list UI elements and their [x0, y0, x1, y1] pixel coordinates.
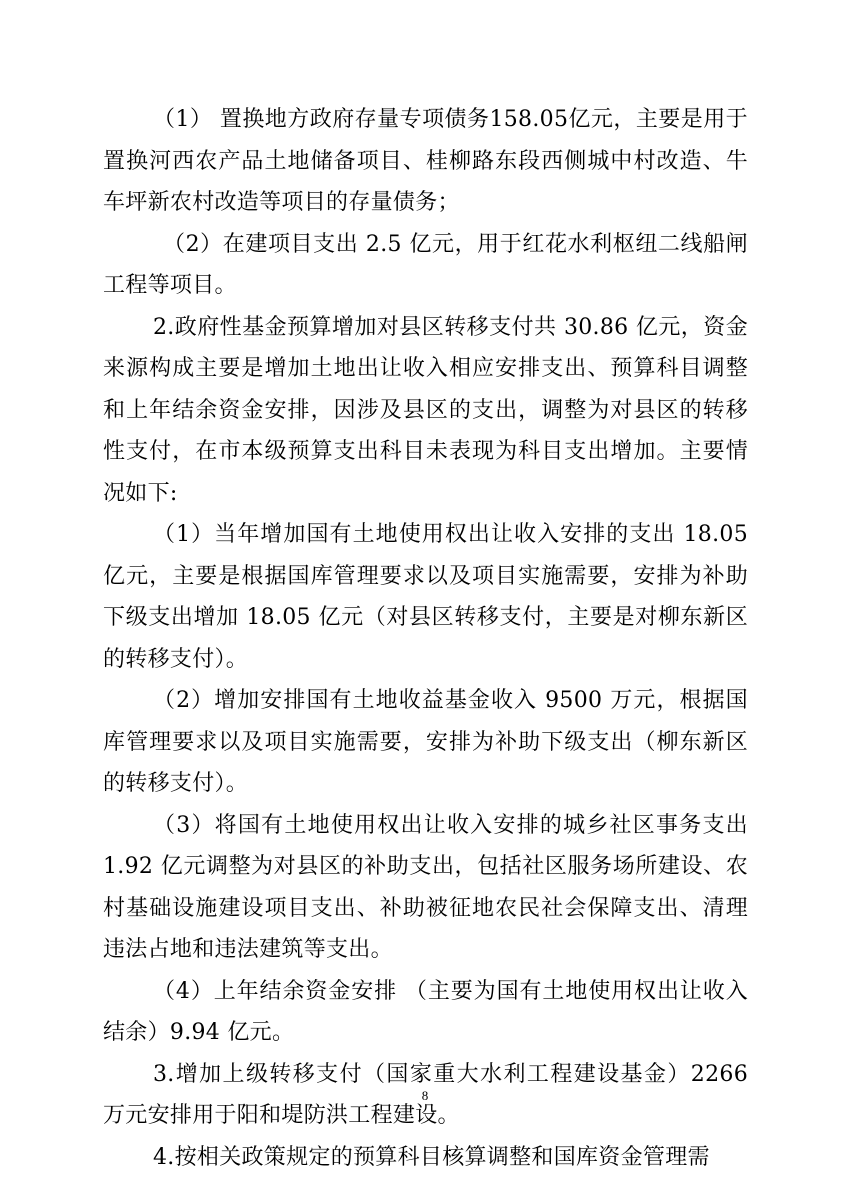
paragraph-section-3-upper-transfer: 3.增加上级转移支付（国家重大水利工程建设基金）2266 万元安排用于阳和堤防洪工程建设。 [103, 1061, 748, 1128]
body-text [103, 99, 748, 1178]
paragraph-item-4-prior-year-balance: （4）上年结余资金安排 （主要为国有土地使用权出让收入结余）9.94 亿元。 [103, 978, 748, 1045]
paragraph-item-2-land-revenue-fund: （2）增加安排国有土地收益基金收入 9500 万元，根据国库管理要求以及项目实施需要，安排为补助下级支出（柳东新区的转移支付）。 [103, 688, 748, 796]
paragraph-item-3-community-affairs: （3）将国有土地使用权出让收入安排的城乡社区事务支出 1.92 亿元调整为对县区的补助支出，包括社区服务场所建设、农村基础设施建设项目支出、补助被征地农民社会保障支出、清理违法占地和违法建筑等支出。 [103, 812, 748, 962]
paragraph-section-4-budget-adjustment: 4.按相关政策规定的预算科目核算调整和国库资金管理需 [153, 1144, 710, 1170]
paragraph-section-2-fund-budget: 2.政府性基金预算增加对县区转移支付共 30.86 亿元，资金来源构成主要是增加土地出让收入相应安排支出、预算科目调整和上年结余资金安排，因涉及县区的支出，调整为对县区的转移性支付，在市本级预算支出科目未表现为科目支出增加。主要情况如下: [103, 314, 748, 506]
paragraph-item-1-land-transfer-income: （1）当年增加国有土地使用权出让收入安排的支出 18.05 亿元，主要是根据国库管理要求以及项目实施需要，安排为补助下级支出增加 18.05 亿元（对县区转移支付，主要是对柳东新区的转移支付）。 [103, 522, 748, 672]
paragraph-item-1-debt-replacement: （1） 置换地方政府存量专项债务158.05亿元，主要是用于置换河西农产品土地储备项目、桂柳路东段西侧城中村改造、牛车坪新农村改造等项目的存量债务； [103, 107, 748, 215]
page-number: 8 [421, 1088, 429, 1103]
paragraph-item-2-construction-projects: （2）在建项目支出 2.5 亿元，用于红花水利枢纽二线船闸工程等项目。 [103, 231, 748, 298]
